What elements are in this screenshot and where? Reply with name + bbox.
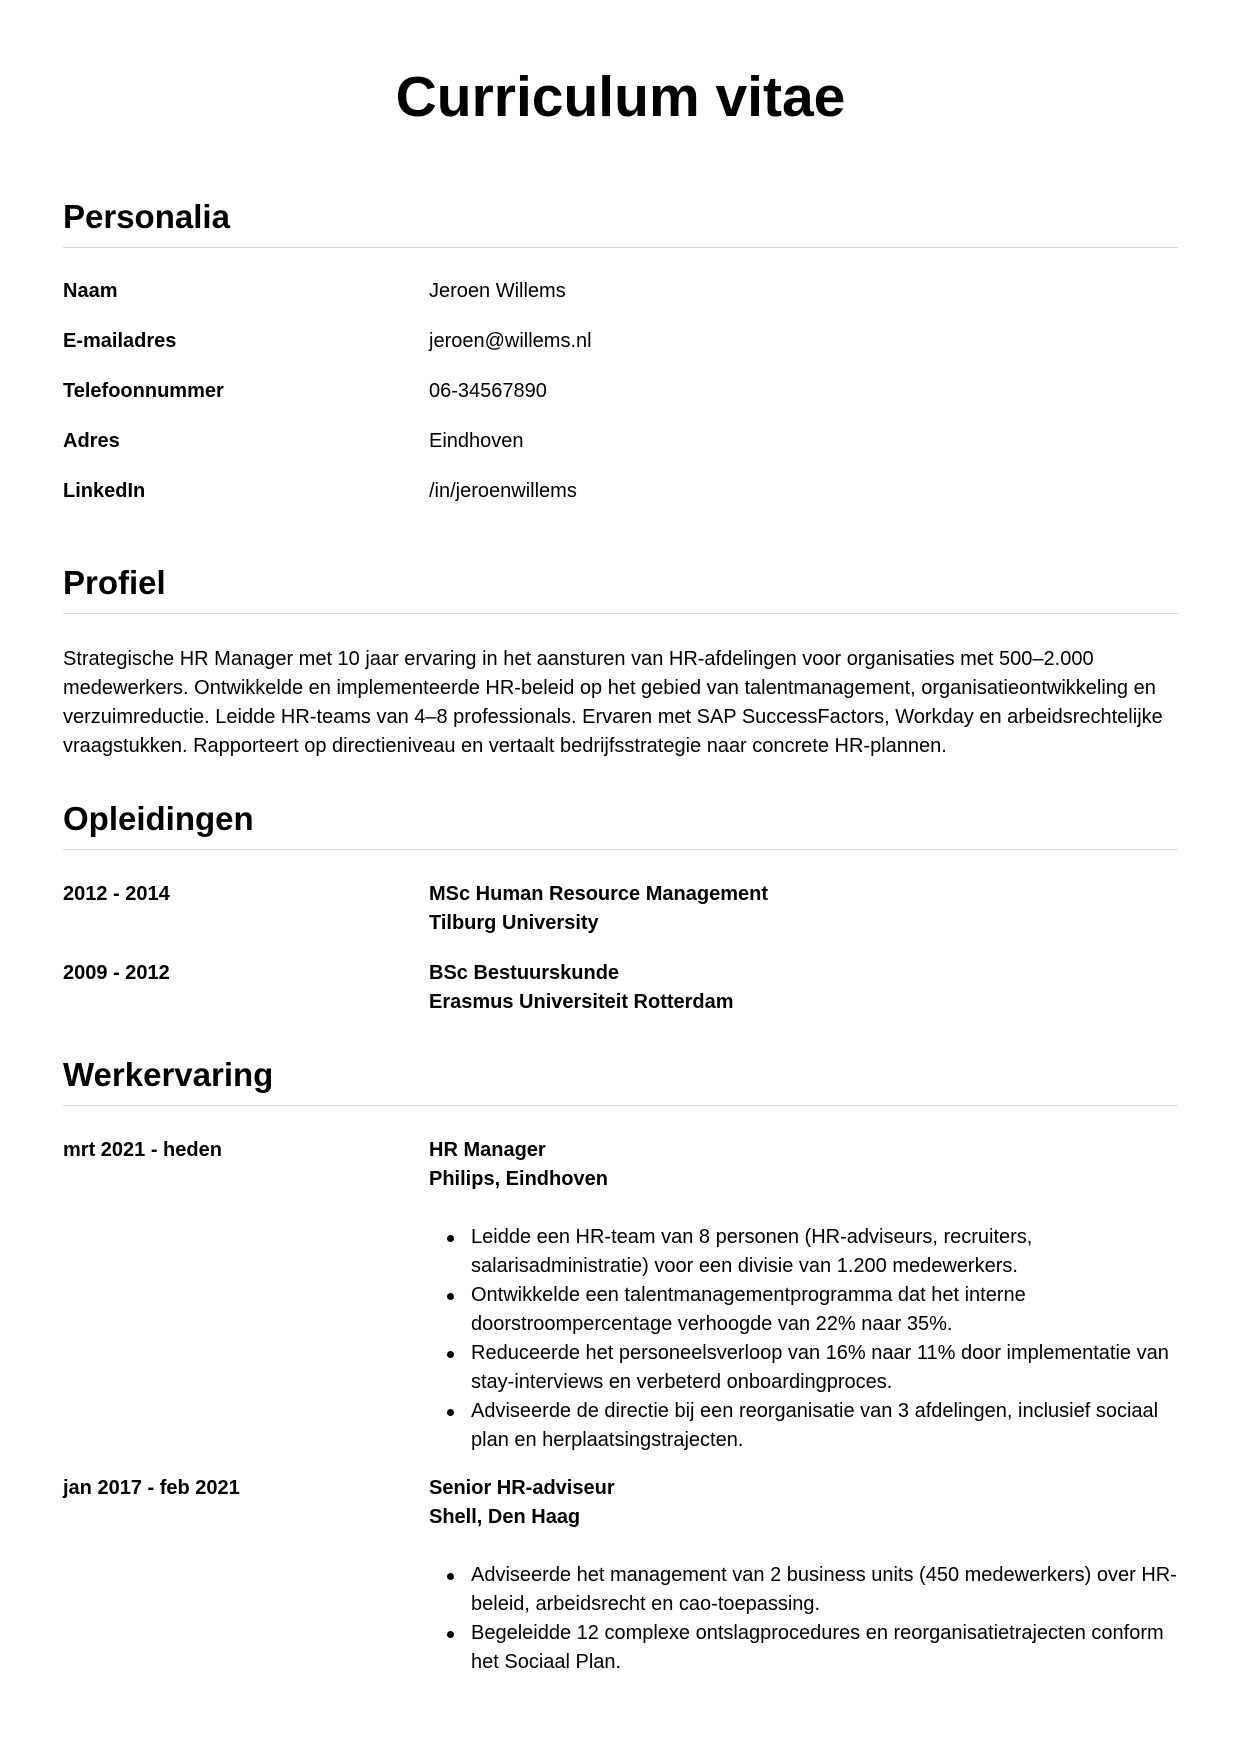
- work-achievements-list: [429, 1223, 1178, 1455]
- work-role: HR Manager: [429, 1139, 546, 1161]
- section-heading-werkervaring: Werkervaring: [63, 1055, 1178, 1106]
- field-value: Jeroen Willems: [429, 280, 566, 302]
- personal-row-email: [63, 327, 1178, 377]
- education-period: 2009 - 2012: [63, 962, 170, 984]
- work-experience-list: [63, 1106, 1178, 1677]
- achievement-item: Adviseerde de directie bij een reorganisatie van 3 afdelingen, inclusief sociaal plan en herplaatsingstrajecten.: [471, 1397, 1178, 1455]
- education-details: [429, 959, 1178, 1017]
- education-item: [63, 959, 1178, 1017]
- work-details: [429, 1136, 1178, 1455]
- email-value: jeroen@willems.nl: [429, 330, 592, 352]
- work-period: jan 2017 - feb 2021: [63, 1477, 240, 1499]
- section-heading-personalia: Personalia: [63, 197, 1178, 248]
- education-list: [63, 850, 1178, 1017]
- education-details: [429, 880, 1178, 938]
- education-institution: Erasmus Universiteit Rotterdam: [429, 991, 734, 1013]
- achievement-item: Begeleidde 12 complexe ontslagprocedures en reorganisatietrajecten conform het Sociaal Plan.: [471, 1619, 1178, 1677]
- field-label: Telefoonnummer: [63, 380, 224, 402]
- profile-summary: Strategische HR Manager met 10 jaar ervaring in het aansturen van HR-afdelingen voor organisaties met 500–2.000 medewerkers. Ontwikkelde en implementeerde HR-beleid op het gebied van talentmanagement, organisatieontwikkeling en verzuimreductie. Leidde HR-teams van 4–8 professionals. Ervaren met SAP SuccessFactors, Workday en arbeidsrechtelijke vraagstukken. Rapporteert op directieniveau en vertaalt bedrijfsstrategie naar concrete HR-plannen.: [63, 648, 1163, 757]
- section-heading-profiel: Profiel: [63, 563, 1178, 614]
- field-label: Naam: [63, 280, 118, 302]
- address-value: Eindhoven: [429, 430, 524, 452]
- field-label: Adres: [63, 430, 120, 452]
- work-item: [63, 1474, 1178, 1677]
- work-achievements-list: [429, 1561, 1178, 1677]
- field-label: E-mailadres: [63, 330, 177, 352]
- section-opleidingen: [63, 799, 1178, 1017]
- education-degree: MSc Human Resource Management: [429, 883, 768, 905]
- linkedin-value: /in/jeroenwillems: [429, 480, 577, 502]
- personal-row-address: [63, 427, 1178, 477]
- education-degree: BSc Bestuurskunde: [429, 962, 620, 984]
- section-werkervaring: [63, 1055, 1178, 1677]
- personal-row-linkedin: [63, 477, 1178, 527]
- achievement-item: Leidde een HR-team van 8 personen (HR-adviseurs, recruiters, salarisadministratie) voor een divisie van 1.200 medewerkers.: [471, 1223, 1178, 1281]
- education-item: [63, 880, 1178, 938]
- work-item: [63, 1136, 1178, 1455]
- phone-value: 06-34567890: [429, 380, 547, 402]
- section-heading-opleidingen: Opleidingen: [63, 799, 1178, 850]
- work-role: Senior HR-adviseur: [429, 1477, 615, 1499]
- work-period: mrt 2021 - heden: [63, 1139, 222, 1161]
- work-employer: Shell, Den Haag: [429, 1506, 581, 1528]
- work-details: [429, 1474, 1178, 1677]
- education-period: 2012 - 2014: [63, 883, 170, 905]
- personal-row-phone: [63, 377, 1178, 427]
- work-employer: Philips, Eindhoven: [429, 1168, 608, 1190]
- personal-details-list: [63, 248, 1178, 527]
- education-institution: Tilburg University: [429, 912, 599, 934]
- field-label: LinkedIn: [63, 480, 146, 502]
- personal-row-name: [63, 277, 1178, 327]
- section-personalia: [63, 197, 1178, 527]
- section-profiel: [63, 563, 1178, 761]
- achievement-item: Ontwikkelde een talentmanagementprogramma dat het interne doorstroompercentage verhoogde van 22% naar 35%.: [471, 1281, 1178, 1339]
- achievement-item: Adviseerde het management van 2 business units (450 medewerkers) over HR-beleid, arbeidsrecht en cao-toepassing.: [471, 1561, 1178, 1619]
- achievement-item: Reduceerde het personeelsverloop van 16% naar 11% door implementatie van stay-interviews en verbeterd onboardingproces.: [471, 1339, 1178, 1397]
- document-title: Curriculum vitae: [395, 65, 846, 129]
